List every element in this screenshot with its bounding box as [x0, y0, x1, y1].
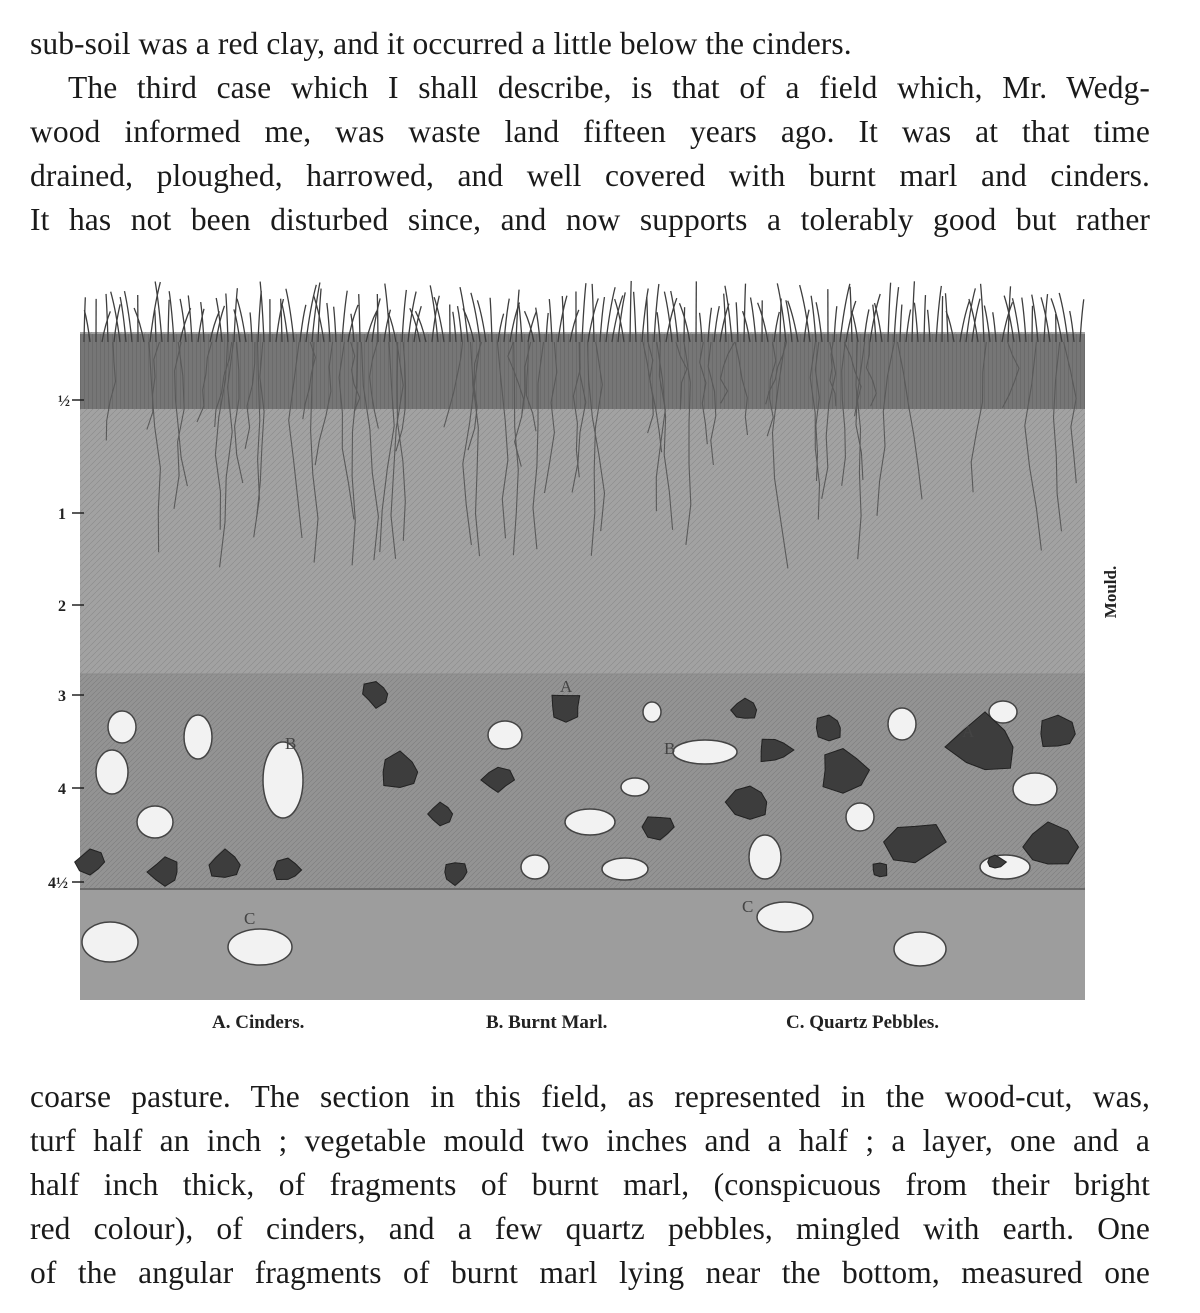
light-fragment	[1013, 773, 1057, 805]
light-fragment	[96, 750, 128, 794]
light-fragment	[673, 740, 737, 764]
dark-fragment	[873, 863, 887, 877]
light-fragment	[980, 855, 1030, 879]
text-line: wood informed me, was waste land fifteen years ago. It was at that time	[30, 114, 1150, 149]
fragment-letter-c: C	[742, 897, 754, 916]
text-line: coarse pasture. The section in this field, as represented in the wood-cut, was,	[30, 1079, 1150, 1114]
bottom-paragraph	[30, 1075, 1150, 1295]
light-fragment	[602, 858, 648, 880]
text-line: drained, ploughed, harrowed, and well covered with burnt marl and cinders.	[30, 158, 1150, 193]
text-line: of the angular fragments of burnt marl lying near the bottom, measured one	[30, 1255, 1150, 1290]
text-line: It has not been disturbed since, and now supports a tolerably good but rather	[30, 202, 1150, 237]
text-line: sub-soil was a red clay, and it occurred a little below the cinders.	[30, 26, 852, 61]
light-fragment	[488, 721, 522, 749]
soil-section-woodcut	[0, 262, 1200, 1052]
scale-label-4-half: 4½	[48, 875, 68, 892]
text-line: turf half an inch ; vegetable mould two inches and a half ; a layer, one and a	[30, 1123, 1150, 1158]
grass-blade	[684, 307, 685, 342]
light-fragment	[846, 803, 874, 831]
light-fragment	[643, 702, 661, 722]
fragment-letter-b: B	[285, 734, 297, 753]
light-fragment	[565, 809, 615, 835]
scale-label-3: 3	[58, 688, 66, 705]
fragment-letter-b: B	[664, 739, 676, 758]
scale-label-2: 2	[58, 598, 66, 615]
caption-quartz-pebbles: C. Quartz Pebbles.	[786, 1012, 940, 1033]
fragment-letter-a: A	[560, 677, 573, 696]
light-fragment	[228, 929, 292, 965]
caption-burnt-marl: B. Burnt Marl.	[486, 1012, 608, 1033]
grass-blade	[377, 294, 378, 342]
light-fragment	[108, 711, 136, 743]
light-fragment	[82, 922, 138, 962]
light-fragment	[749, 835, 781, 879]
text-line: red colour), of cinders, and a few quartz pebbles, mingled with earth. One	[30, 1211, 1150, 1246]
caption-cinders: A. Cinders.	[212, 1012, 305, 1033]
light-fragment	[757, 902, 813, 932]
grass-blade	[942, 296, 943, 342]
scale-label-4: 4	[58, 781, 66, 798]
light-fragment	[184, 715, 212, 759]
mould-side-label: Mould.	[1101, 565, 1120, 619]
light-fragment	[137, 806, 173, 838]
light-fragment	[621, 778, 649, 796]
light-fragment	[888, 708, 916, 740]
scale-label-half: ½	[58, 393, 70, 410]
text-line: The third case which I shall describe, is that of a field which, Mr. Wedg-	[68, 70, 1150, 105]
top-paragraph	[30, 22, 1150, 242]
light-fragment	[263, 742, 303, 818]
depth-scale	[48, 393, 84, 892]
scale-label-1: 1	[58, 506, 66, 523]
fragment-letter-c: C	[244, 909, 256, 928]
text-line: half inch thick, of fragments of burnt marl, (conspicuous from their bright	[30, 1167, 1150, 1202]
dark-fragment	[552, 695, 580, 722]
light-fragment	[894, 932, 946, 966]
light-fragment	[521, 855, 549, 879]
fragment-letter-a: A	[962, 722, 975, 741]
